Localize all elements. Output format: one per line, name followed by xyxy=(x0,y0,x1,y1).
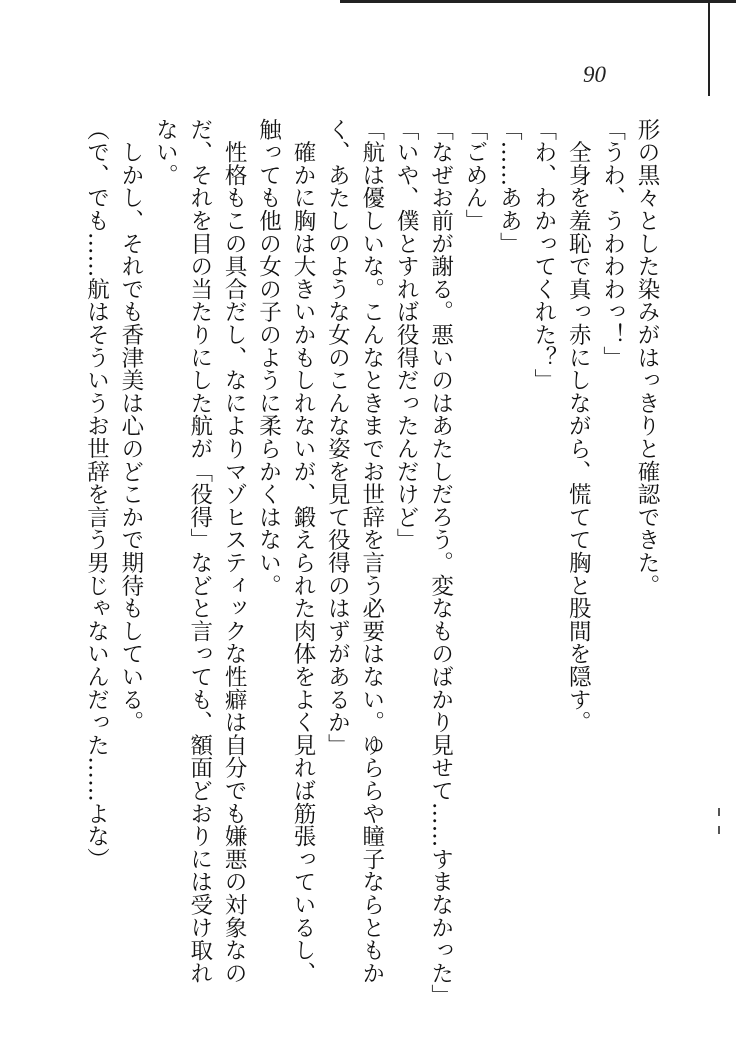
text-line: 「いや、僕とすれば役得だったんだけど」 xyxy=(393,118,420,552)
page-number: 90 xyxy=(583,62,606,87)
top-rule xyxy=(340,0,736,3)
text-line: （で、でも……航はそういうお世辞を言う男じゃないんだった……よな） xyxy=(83,118,110,871)
text-line: 「なぜお前が謝る。悪いのはあたしだろう。変なものばかり見せて……すまなかった」 xyxy=(427,118,454,1008)
page-edge-line xyxy=(708,0,710,96)
text-line: しかし、それでも香津美は心のどこかで期待もしている。 xyxy=(117,118,144,734)
text-line: 触っても他の女の子のように柔らかくはない。 xyxy=(255,118,282,597)
text-line: く、あたしのような女のこんな姿を見て役得のはずがあるか」 xyxy=(324,118,351,757)
text-line: 性格もこの具合だし、なによりマゾヒスティックな性癖は自分でも嫌悪の対象なの xyxy=(221,118,248,985)
edge-mark xyxy=(718,808,720,816)
edge-mark xyxy=(718,826,720,834)
text-line: ない。 xyxy=(152,118,179,187)
vertical-text-body xyxy=(80,118,664,1008)
text-line: だ、それを目の当たりにした航が「役得」などと言っても、額面どおりには受け取れ xyxy=(186,118,213,985)
text-line: 形の黒々とした染みがはっきりと確認できた。 xyxy=(634,118,660,597)
text-line: 「わ、わかってくれた？」 xyxy=(530,118,557,392)
text-line: 「……ああ」 xyxy=(496,118,523,255)
text-line: 「航は優しいな。こんなときまでお世辞を言う必要はない。ゆららや瞳子ならともか xyxy=(358,118,385,985)
text-line: 「ごめん」 xyxy=(461,118,488,232)
text-line: 「うわ、うわわわっ！」 xyxy=(599,118,626,369)
text-line: 確かに胸は大きいかもしれないが、鍛えられた肉体をよく見れば筋張っているし、 xyxy=(289,118,316,985)
text-line: 全身を羞恥で真っ赤にしながら、慌てて胸と股間を隠す。 xyxy=(565,118,592,734)
